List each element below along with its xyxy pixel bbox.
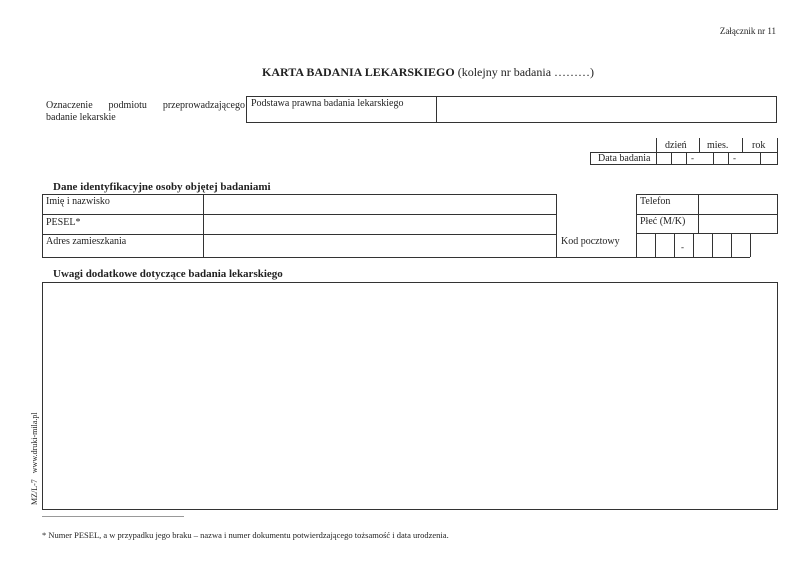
attachment-number: Załącznik nr 11 [719, 26, 776, 36]
date-day-label: dzień [665, 140, 687, 151]
postal-code-bottom-line [556, 257, 750, 258]
name-field[interactable] [204, 195, 555, 213]
date-month-label: mies. [707, 140, 729, 151]
form-code: MZ/L-7 [30, 479, 39, 505]
postal-code-separator: - [681, 242, 684, 252]
page-title [0, 65, 800, 80]
identification-section-title: Dane identyfikacyjne osoby objętej badaniami [53, 181, 271, 193]
sex-field[interactable] [699, 215, 777, 233]
identification-bottom-line [42, 257, 556, 258]
date-separator: - [733, 153, 736, 163]
date-divider [699, 138, 700, 152]
date-year-label: rok [752, 140, 766, 151]
legal-basis-field[interactable] [437, 97, 776, 122]
address-label: Adres zamieszkania [46, 236, 127, 247]
postal-code-field[interactable] [637, 235, 750, 257]
name-label: Imię i nazwisko [46, 196, 110, 207]
pesel-label: PESEL* [46, 217, 81, 228]
phone-label: Telefon [640, 196, 671, 207]
footnote: * Numer PESEL, a w przypadku jego braku – nazwa i numer dokumentu potwierdzającego tożsamość i data urodzenia. [42, 530, 449, 540]
address-field[interactable] [204, 235, 555, 256]
legal-basis-label: Podstawa prawna badania lekarskiego [251, 98, 404, 109]
date-divider [742, 138, 743, 152]
phone-field[interactable] [699, 195, 777, 213]
side-note [30, 412, 39, 505]
title-suffix: (kolejny nr badania ………) [457, 65, 595, 79]
postal-cell-divider [750, 234, 751, 257]
date-separator: - [691, 153, 694, 163]
date-input[interactable] [657, 153, 777, 165]
remarks-field[interactable] [42, 282, 778, 510]
entity-label: Oznaczenie podmiotu przeprowadzającego badanie lekarskie [46, 100, 245, 123]
sex-label: Płeć (M/K) [640, 216, 686, 227]
pesel-field[interactable] [204, 215, 555, 233]
footnote-rule [42, 516, 184, 517]
postal-code-label: Kod pocztowy [561, 236, 620, 247]
identification-left-border [42, 194, 43, 257]
website: www.druki-mila.pl [30, 412, 39, 474]
title-main: KARTA BADANIA LEKARSKIEGO [261, 65, 455, 79]
date-label: Data badania [598, 153, 651, 164]
identification-divider [556, 194, 557, 257]
remarks-section-title: Uwagi dodatkowe dotyczące badania lekarskiego [53, 268, 283, 280]
